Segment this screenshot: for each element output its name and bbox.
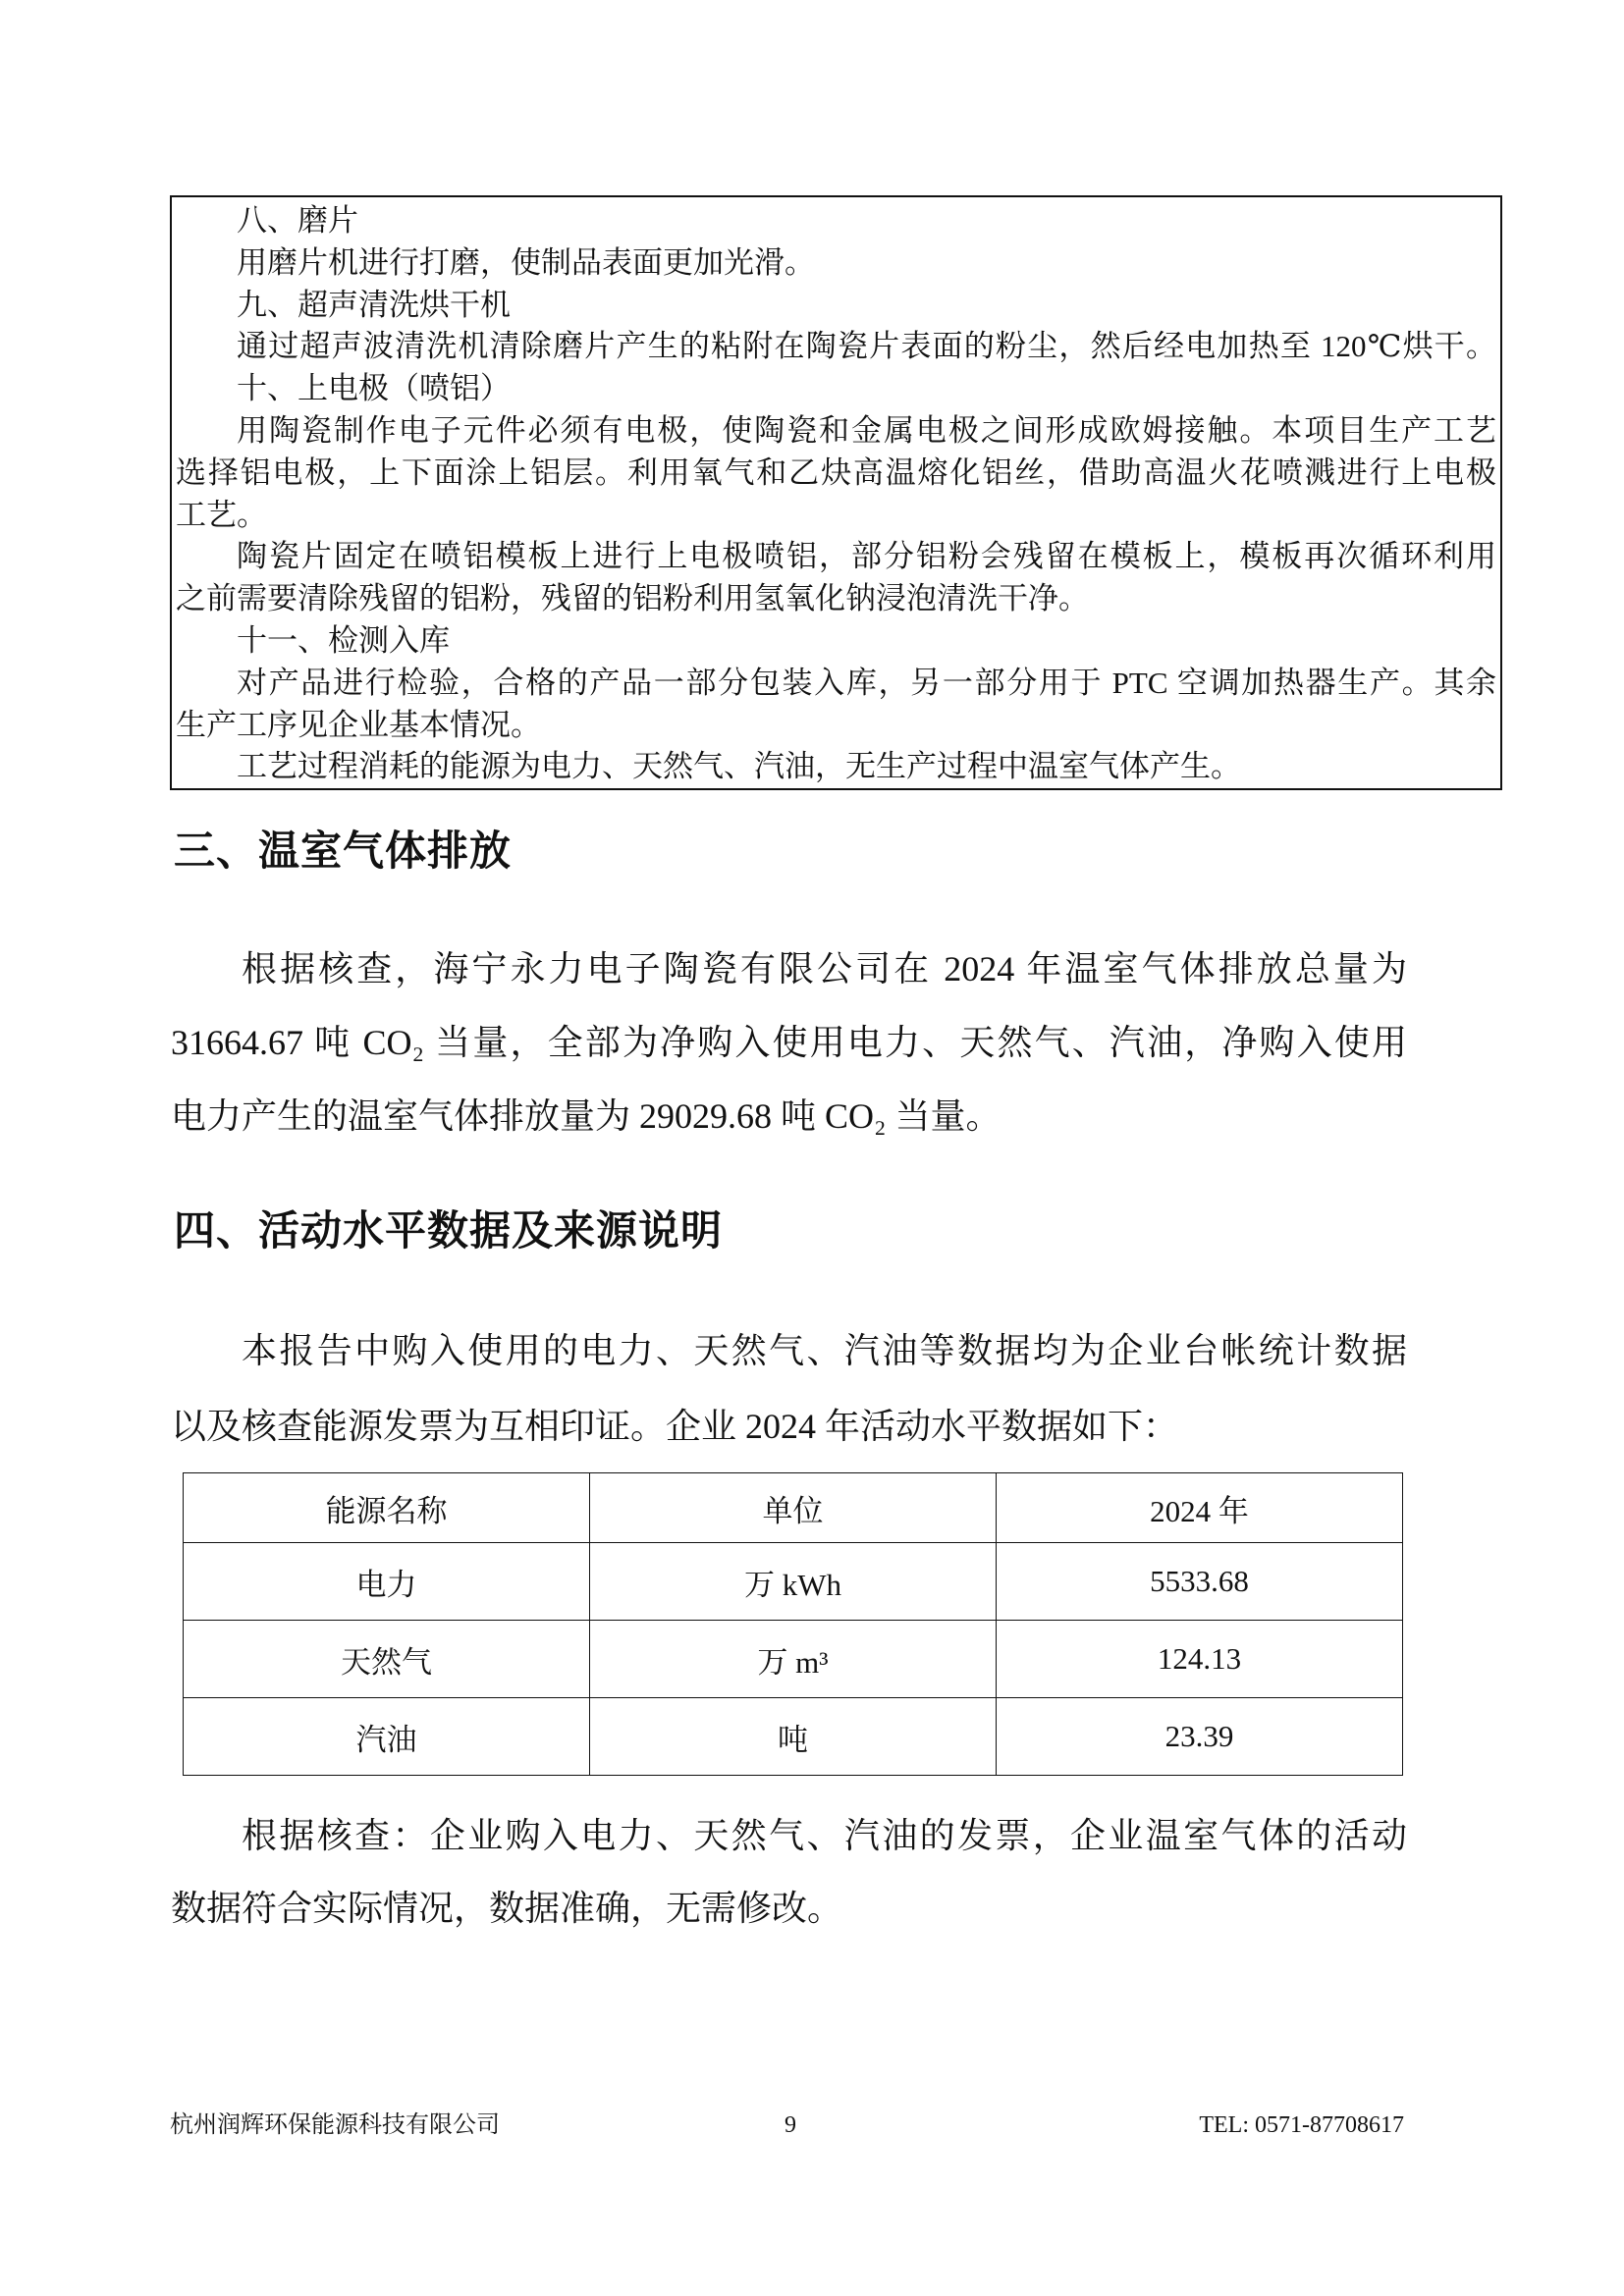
paragraph-line: 根据核查，海宁永力电子陶瓷有限公司在 2024 年温室气体排放总量为 [242, 949, 1407, 988]
paragraph-line: 根据核查：企业购入电力、天然气、汽油的发票，企业温室气体的活动 [242, 1816, 1407, 1855]
table-cell-value: 23.39 [997, 1698, 1403, 1776]
activity-data-table [183, 1472, 1403, 1776]
activity-intro-paragraph [171, 1313, 1407, 1465]
process-text-line: 之前需要清除残留的铝粉，残留的铝粉利用氢氧化钠浸泡清洗干净。 [176, 581, 1089, 616]
process-step-heading: 十、上电极（喷铝） [237, 371, 511, 406]
process-text-line: 生产工序见企业基本情况。 [176, 707, 541, 742]
table-header-cell: 能源名称 [184, 1473, 590, 1543]
table-cell-value: 5533.68 [997, 1543, 1403, 1621]
process-text-line: 对产品进行检验，合格的产品一部分包装入库，另一部分用于 PTC 空调加热器生产。其余 [237, 665, 1496, 700]
process-text-line: 通过超声波清洗机清除磨片产生的粘附在陶瓷片表面的粉尘，然后经电加热至 120℃烘干。 [237, 329, 1496, 364]
process-text-line: 工艺过程消耗的能源为电力、天然气、汽油，无生产过程中温室气体产生。 [237, 749, 1241, 784]
verification-conclusion-paragraph [171, 1799, 1407, 1945]
table-cell-energy: 天然气 [184, 1621, 590, 1698]
table-cell-unit: 万 kWh [590, 1543, 997, 1621]
paragraph-line: 31664.67 吨 CO₂ 当量，全部为净购入使用电力、天然气、汽油，净购入使用 [171, 1023, 1407, 1062]
table-header-cell: 2024 年 [997, 1473, 1403, 1543]
emissions-paragraph [171, 933, 1407, 1153]
footer-telephone: TEL: 0571-87708617 [1199, 2112, 1404, 2138]
process-text-line: 用磨片机进行打磨，使制品表面更加光滑。 [237, 244, 815, 280]
process-step-heading: 八、磨片 [237, 203, 358, 238]
table-cell-value: 124.13 [997, 1621, 1403, 1698]
paragraph-line: 电力产生的温室气体排放量为 29029.68 吨 CO₂ 当量。 [171, 1096, 1001, 1136]
table-row [184, 1543, 1403, 1621]
footer-company-name: 杭州润辉环保能源科技有限公司 [170, 2112, 500, 2138]
table-cell-unit: 吨 [590, 1698, 997, 1776]
table-header-cell: 单位 [590, 1473, 997, 1543]
process-text-line: 用陶瓷制作电子元件必须有电极，使陶瓷和金属电极之间形成欧姆接触。本项目生产工艺 [237, 412, 1496, 448]
process-step-heading: 十一、检测入库 [237, 622, 450, 658]
table-row [184, 1698, 1403, 1776]
process-text-line: 陶瓷片固定在喷铝模板上进行上电极喷铝，部分铝粉会残留在模板上，模板再次循环利用 [237, 539, 1496, 574]
paragraph-line: 本报告中购入使用的电力、天然气、汽油等数据均为企业台帐统计数据 [242, 1331, 1407, 1370]
process-description-box [170, 195, 1502, 790]
paragraph-line: 数据符合实际情况，数据准确，无需修改。 [171, 1889, 843, 1928]
table-header-row [184, 1473, 1403, 1543]
section-heading-emissions: 三、温室气体排放 [174, 829, 513, 875]
section-heading-activity-data: 四、活动水平数据及来源说明 [174, 1209, 724, 1255]
paragraph-line: 以及核查能源发票为互相印证。企业 2024 年活动水平数据如下： [171, 1407, 1179, 1446]
process-text-line: 工艺。 [176, 497, 267, 532]
table-row [184, 1621, 1403, 1698]
table-cell-unit: 万 m³ [590, 1621, 997, 1698]
process-text-line: 选择铝电极，上下面涂上铝层。利用氧气和乙炔高温熔化铝丝，借助高温火花喷溅进行上电极 [176, 454, 1496, 490]
process-step-heading: 九、超声清洗烘干机 [237, 287, 511, 322]
table-cell-energy: 电力 [184, 1543, 590, 1621]
footer-page-number: 9 [785, 2112, 796, 2138]
table-cell-energy: 汽油 [184, 1698, 590, 1776]
